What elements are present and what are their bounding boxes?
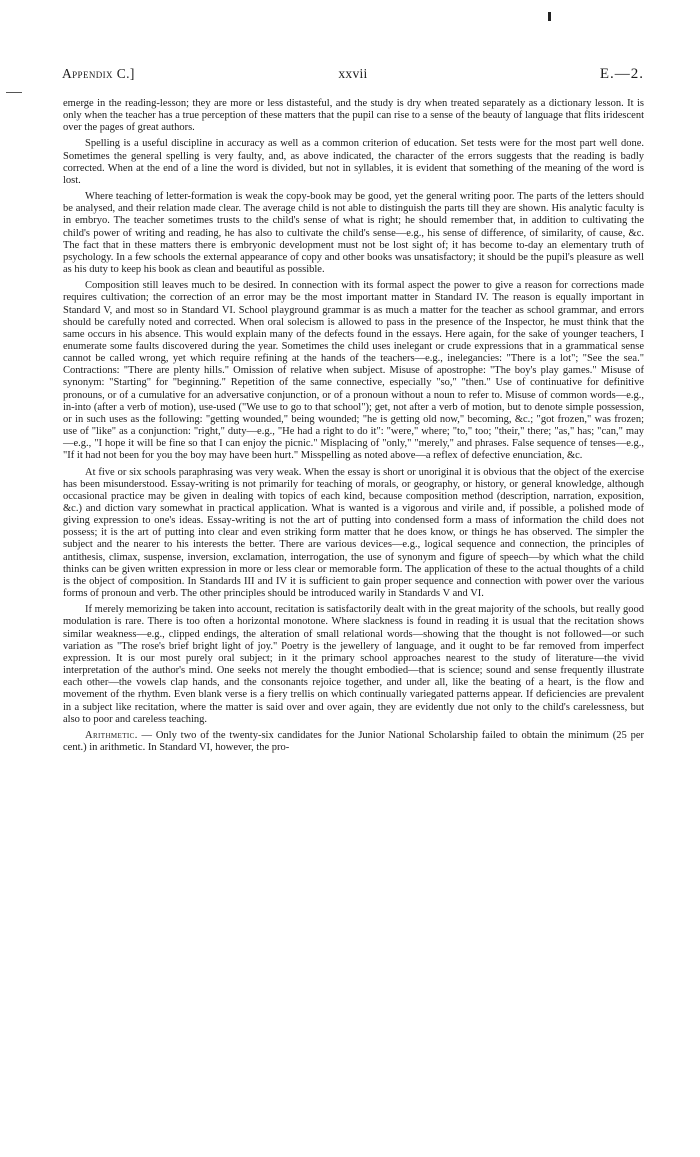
- paragraph-writing: Where teaching of letter-formation is weak the copy-book may be good, yet the general writing poor. The parts of the letters should be analysed, and their relation made clear. The average child is not able to distinguish the parts till they are shown. His analytic faculty is in embryo. The teacher sometimes trusts to the child's sense of what is right; he should remember that, in addition to cultivating the child's power of writing and reading, he has also to cultivate the child's sense—e.g., his sense of difference, of similarity, of cause, &c. The fact that in these matters there is embryonic development must not be lost sight of; it has become to-day an elementary truth of psychology. In a few schools the external appearance of copy and other books was unsatisfactory; it should be the pupil's pleasure as well as his duty to keep his book as clean and beautiful as possible.: [63, 191, 644, 276]
- margin-tick-mark: [548, 12, 551, 21]
- header-appendix: Appendix C.]: [62, 66, 135, 81]
- margin-dash-mark: [6, 92, 22, 93]
- header-page-number: xxvii: [338, 66, 368, 81]
- paragraph-composition: Composition still leaves much to be desired. In connection with its formal aspect the power to give a reason for corrections made requires cultivation; the correction of an error may be the most important matter in Standard IV. The reason is equally important in Standard V, and most so in Standard VI. School playground grammar is as much a matter for the teacher as school grammar, and errors should be carefully noted and corrected. When oral solecism is allowed to pass in the presence of the Inspector, he must think that the same occurs in his absence. This would explain many of the defects found in the essays. Here again, for the sake of younger teachers, I enumerate some faults discovered during the year. Sometimes the child uses inelegant or crude expressions that in a grammatical sense cannot be called wrong, yet which require refining at the hands of the teachers—e.g., inelegancies: "There is a lot"; "See the sea." Contractions: "There are plenty hills." Omission of relative when subject. Misuse of apostrophe: "The boy's play games." Misuse of synonym: "Starting" for "beginning." Repetition of the same connective, especially "so," "then." Use of continuative for definitive pronouns, or of a cumulative for an adversative conjunction, or of a pronoun without a noun to refer to. Misuse of common words—e.g., in-into (after a verb of motion), use-used ("We use to go to that school"); get, not after a verb of motion, but to denote simple possession, or in such uses as the following: "getting wounded," being wounded; "he is getting old now," becoming, &c.; "got frozen," was frozen; use of "like" as a conjunction: "right," duty—e.g., "He had a right to do it": "were," where; "to," too; "their," there; "as," has; "can," may—e.g., "I hope it will be fine so that I can enjoy the picnic." Misplacing of "only," "merely," and phrases. False sequence of tenses—e.g., "If it had not been for you the boy may have been hurt." Misspelling as noted above—a reflex of defective enunciation, &c.: [63, 280, 644, 462]
- paragraph-recitation: If merely memorizing be taken into account, recitation is satisfactorily dealt with in the great majority of the schools, but really good modulation is rare. There is too often a horizontal monotone. Where slackness is found in reading it is usual that the recitation shows similar weakness—e.g., clipped endings, the alteration of small relational words—showing that the thought is not followed—or such variation as "The rose's brief bright light of joy." Poetry is the jewellery of language, and it ought to be far removed from imperfect expression. It is our most purely oral subject; in it the primary school approaches nearest to the study of literature—the vivid interpretation of the author's mind. One seeks not merely the thought embodied—that is science; sound and sense frequently illustrate each other—the vowels clap hands, and the consonants rejoice together, and under all, like the beating of a heart, is the flow and movement of the rhythm. Even blank verse is a fiery trellis on which continually variegated patterns appear. If deficiencies are prevalent in a subject like recitation, where the matter is said over and over again, they are evidently due not only to the child's carelessness, but also to poor and careless teaching.: [63, 604, 644, 725]
- header-document-ref: E.—2.: [599, 66, 644, 82]
- body-text: [63, 98, 644, 754]
- arithmetic-heading: Arithmetic.: [85, 729, 138, 741]
- paragraph-arithmetic: [63, 730, 644, 754]
- paragraph-paraphrasing: At five or six schools paraphrasing was very weak. When the essay is short or unoriginal it is obvious that the object of the exercise has been misunderstood. Essay-writing is not primarily for teaching of morals, or geography, or history, or general knowledge, although occasional practice may be given in dealing with topics of each kind, because composition method (description, narration, exposition, &c.) and diction vary somewhat in practical application. What is wanted is a vigorous and virile and, if possible, a polished mode of giving expression to one's ideas. Essay-writing is not the art of putting into condensed form a mass of information the child does not possess; it is the art of putting into clear and even striking form matter that he does know, or things he has observed. The simpler the subject and the nearer to his interests the better. There are various devices—e.g., logical sequence and connection, the principles of antithesis, climax, suspense, inversion, exclamation, interrogation, the use of synonym and figure of speech—by which what the child thinks can be given written expression in more or less clear or memorable form. The application of these to the actual thoughts of a child is the object of composition. In Standards III and IV it is sufficient to gain proper sequence and connection with power over the various forms of pronoun and verb. The other principles should be introduced warily in Standards V and VI.: [63, 466, 644, 600]
- paragraph-spelling: Spelling is a useful discipline in accuracy as well as a common criterion of education. Set tests were for the most part well done. Sometimes the general spelling is very faulty, and, as above indicated, the character of the errors suggests that the reading is badly corrected. When at the end of a line the word is divided, but not in syllables, it is evident that something of the meaning of the word is lost.: [63, 138, 644, 186]
- page-header: [62, 66, 644, 86]
- paragraph-reading: emerge in the reading-lesson; they are more or less distasteful, and the study is dry when treated separately as a dictionary lesson. It is only when the teacher has a true perception of these matters that the pupil can rise to a sense of the beauty of language that flits iridescent over the pages of great authors.: [63, 98, 644, 134]
- arithmetic-text: — Only two of the twenty-six candidates for the Junior National Scholarship failed to obtain the minimum (25 per cent.) in arithmetic. In Standard VI, however, the pro-: [63, 729, 644, 753]
